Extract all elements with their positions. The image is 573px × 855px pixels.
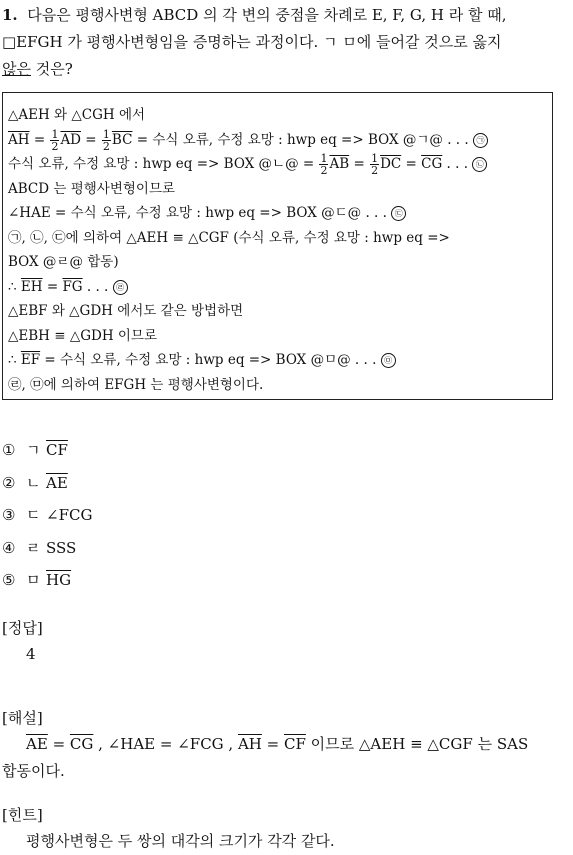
segment-cf: $\overline{CF}$ [284,735,306,753]
explanation-body-2: 합동이다. [2,762,65,780]
segment-eh: $\overline{EH}$ [20,278,43,295]
question-line-3: 것은? [30,60,73,78]
hint-section [2,802,571,855]
proof-line-3: 수식 오류, 수정 요망 : hwp eq => BOX @ㄴ@ = $\frac{1}{2}$ $\overline{AB}$ = $\frac{1}{2}$ $\overline{DC} = \overline{CG}$ . . . ㉡ [8,152,548,177]
answer-value: 4 [26,645,36,663]
explanation-tail: 이므로 △AEH ≡ △CGF 는 SAS [305,735,529,753]
equals-sign: = [401,156,422,172]
circled-mark: ㉣ [113,280,128,295]
question-underlined-word: 않은 [2,60,31,78]
fraction-denominator: 2 [51,139,59,153]
proof-line-12: ㉣, ㉤에 의하여 EFGH 는 평행사변형이다. [8,376,264,393]
proof-line-2 [8,128,548,153]
circled-mark: ㉡ [472,157,487,172]
proof-line-9: △EBF 와 △GDH 에서도 같은 방법하면 [8,303,244,319]
proof-line-10: △EBH ≡ △GDH 이므로 [8,327,158,344]
choice-label: ㄴ [26,473,41,492]
choice-3[interactable] [2,502,562,535]
circled-mark: ㉠ [473,133,488,148]
hint-heading: [힌트] [2,806,43,824]
question-header [2,2,571,83]
choice-2[interactable] [2,470,562,503]
proof-line-1: △AEH 와 △CGH 에서 [8,107,146,123]
circled-mark: ㉤ [381,353,396,368]
segment-ah: $\overline{AH}$ [237,735,262,753]
segment-ae: $\overline{AE}$ [26,735,48,753]
fraction-denominator: 2 [102,139,110,153]
explanation-body: $\overline{AE} = \overline{CG}$ , ∠HAE = ∠FCG , $\overline{AH} = \overline{CF}$ 이므로 △AEH ≡ △CGF 는 SAS [26,735,529,753]
segment-cg: $\overline{CG}$ [421,156,443,172]
choice-1[interactable] [2,437,562,470]
choice-segment: $\overline{CF}$ [46,441,68,459]
equation-error-text: 수식 오류, 수정 요망 : hwp eq => BOX @ㄴ@ = [8,156,319,172]
proof-line-6: ㉠, ㉡, ㉢에 의하여 △AEH ≡ △CGF (수식 오류, 수정 요망 : hwp eq => [8,229,450,246]
fraction-half [102,129,111,152]
fraction-numerator: 1 [102,127,110,141]
fraction-numerator: 1 [320,152,328,165]
answer-choices [2,437,562,600]
choice-segment: $\overline{AE}$ [46,473,68,492]
fraction-half [50,129,59,152]
hint-text: 평행사변형은 두 쌍의 대각의 크기가 각각 같다. [26,832,335,850]
segment-fg: $\overline{FG}$ [62,278,83,295]
segment-ad: $\overline{AD}$ [60,131,82,148]
angle-statement: ∠HAE = 수식 오류, 수정 요망 : hwp eq => BOX @ㄷ@ . . . [8,205,392,221]
choice-number: ⑤ [2,571,16,589]
choice-text: SSS [46,538,77,557]
explanation-heading: [해설] [2,709,43,727]
segment-bc: $\overline{BC}$ [111,131,133,148]
explanation-section [2,705,571,785]
fraction-numerator: 1 [51,127,59,141]
choice-number: ③ [2,506,16,524]
proof-line-11 [8,348,548,373]
segment-ab: $\overline{AB}$ [329,156,350,172]
choice-number: ① [2,441,16,459]
choice-label: ㄷ [26,506,41,524]
question-line-1: 다음은 평행사변형 ABCD 의 각 변의 중점을 차례로 E, F, G, H 라 할 때, [27,6,507,24]
fraction-half [370,153,379,176]
question-number: 1. [2,6,18,24]
fraction-denominator: 2 [371,164,379,177]
proof-line-4: ABCD 는 평행사변형이므로 [8,180,176,197]
choice-segment: $\overline{HG}$ [46,571,72,589]
fraction-numerator: 1 [371,152,379,165]
answer-section [2,615,571,668]
proof-line-5 [8,201,548,226]
equation-error-text: = 수식 오류, 수정 요망 : hwp eq => BOX @ㅁ@ . . . [40,352,381,368]
therefore-symbol: ∴ [8,278,21,295]
equals-sign: = [42,278,63,295]
answer-heading: [정답] [2,619,43,637]
proof-line-8: ∴ $\overline{EH} = \overline{FG}$ . . . ㉣ [8,275,548,300]
choice-label: ㅁ [26,571,41,589]
segment-ef: $\overline{EF}$ [20,352,41,368]
fraction-half [319,153,328,176]
choice-4[interactable] [2,535,562,568]
circled-mark: ㉢ [391,206,406,221]
equals-sign: = [29,131,50,148]
question-line-2: □EFGH 가 평행사변형임을 증명하는 과정이다. ㄱ ㅁ에 들어갈 것으로 옳지 [2,33,502,51]
choice-5[interactable] [2,567,562,600]
segment-cg: $\overline{CG}$ [69,735,94,753]
proof-box [2,92,553,400]
segment-ah: $\overline{AH}$ [8,131,30,148]
choice-number: ④ [2,538,16,557]
proof-line-7: BOX @ㄹ@ 합동) [8,254,119,270]
segment-dc: $\overline{DC}$ [380,156,402,172]
choice-number: ② [2,473,16,492]
equation-error-text: = 수식 오류, 수정 요망 : hwp eq => BOX @ㄱ@ . . . [132,131,473,148]
therefore-symbol: ∴ [8,352,21,368]
equals-sign: = [81,131,101,148]
explanation-middle: , ∠HAE = ∠FCG , [93,735,238,753]
choice-text: ∠FCG [46,506,93,524]
choice-label: ㄱ [26,441,41,459]
fraction-denominator: 2 [320,164,328,177]
choice-label: ㄹ [26,538,41,557]
equals-sign: = [349,156,370,172]
